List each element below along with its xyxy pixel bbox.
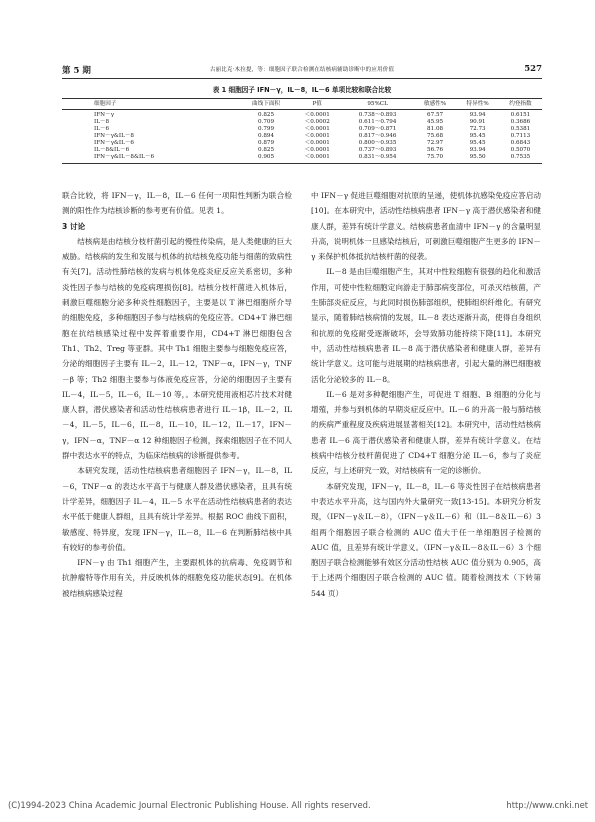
table-cell: IL－8 [94, 118, 110, 125]
table-cell: 0.7113 [510, 132, 531, 139]
table-title: 表 1 细胞因子 IFN－γ，IL－8，IL－6 单项比较和联合比较 [212, 86, 392, 94]
paragraph: 结核病是由结核分枝杆菌引起的慢性传染病，是人类健康的巨大威胁。结核病的发生和发展与机体的抗结核免疫功能与细菌的致病性有关[7]。活动性肺结核的发病与机体免疫炎症反应关系密切，多种炎性因子参与结核的免疫病理损伤[8]。结核分枝杆菌进入机体后，刺激巨噬细胞分泌多种炎性细胞因子，主要是以 T 淋巴细胞所介导的细胞免疫，多种细胞因子参与结核病的免疫应答。CD4+T 淋巴细胞在抗结核感染过程中发挥着重要作用，CD4+T 淋巴细胞包含 Th1、Th2、Treg 等亚群。其中 Th1 细胞主要参与细胞免疫应答，分泌的细胞因子主要有 IL－2，IL－12，TNF－α，IFN－γ，TNF－β 等；Th2 细胞主要参与体液免疫应答，分泌的细胞因子主要有 IL－4，IL－5，IL－6，IL－10 等，。本研究使用液相芯片技术对健康人群，潜伏感染者和活动性结核病患者进行 IL－1β，IL－2，IL－4，IL－5，IL－6，IL－8，IL－10，IL－12，IL－17，IFN－γ，IFN－α，TNF－α 12 种细胞因子检测，探索细胞因子在不同人群中表达水平的特点，为临床结核病的诊断提供参考。 [62, 236, 292, 461]
table-cell: 0.831～0.954 [341, 154, 413, 163]
table-row [62, 126, 542, 133]
table-cell: 0.905 [239, 154, 293, 163]
table-cell: 0.817～0.946 [358, 132, 397, 139]
table-cell: 90.91 [469, 118, 486, 125]
section-heading: 3 讨论 [62, 221, 86, 231]
paragraph: 本研究发现，活动性结核病患者细胞因子 IFN－γ，IL－8，IL－6，TNF－α 的表达水平高于与健康人群及潜伏感染者，且具有统计学差异，细胞因子 IL－4，IL－5 水平在活动性结核病患者的表达水平低于健康人群组，且具有统计学差异。根据 ROC 曲线下面积，敏感度、特异度，发现 IFN－γ，IL－8，IL－6 在判断肺结核中具有较好的参考价值。 [62, 466, 292, 552]
table-cell: 0.7535 [499, 154, 542, 163]
paragraph: IL－8 是由巨噬细胞产生，其对中性粒细胞有很强的趋化和激活作用，可使中性粒细胞定向游走于肺部病变部位，可杀灭结核菌，产生肺部炎症反应，与此同时损伤肺部组织，使肺组织纤维化。有研究显示，随着肺结核病情的发展，IL－8 表达逐渐升高，使得自身组织和抗原的免疫耐受逐渐破坏，会导致肺功能持续下降[11]。本研究中，活动性结核病患者 IL－8 高于潜伏感染者和健康人群，差异有统计学意义。这可能与进展期的结核病患者，引起大量的淋巴细胞被活化分泌较多的 IL－8。 [311, 267, 541, 384]
table-cell: IFN－γ [94, 111, 114, 118]
table-cell: 0.825 [258, 147, 275, 154]
table-cell: 0.879 [258, 139, 275, 146]
table-cell: 95.50 [456, 154, 499, 163]
table-cell: 95.45 [469, 139, 486, 146]
table-cell: 72.73 [469, 125, 486, 132]
table-cell: 0.738～0.893 [358, 111, 397, 118]
table-cell: ＜0.0001 [304, 139, 330, 146]
table-row [62, 119, 542, 126]
table-row [62, 147, 542, 154]
copyright-notice: (C)1994-2023 China Academic Journal Electronic Publishing House. All rights reserved. [8, 800, 371, 810]
table-row [62, 154, 542, 163]
table-cell: 95.45 [469, 132, 486, 139]
table-cell: 0.3686 [510, 118, 531, 125]
table-cell: 56.76 [427, 147, 444, 154]
table-cell: 75.70 [414, 154, 457, 163]
results-table-block [62, 84, 542, 164]
paragraph: IFN－γ 由 Th1 细胞产生，主要跟机体的抗病毒、免疫调节和抗肿瘤特等作用有关，并反映机体的细胞免疫功能状态[9]。在机体被结核病感染过程 [62, 558, 292, 598]
table-cell: ＜0.0001 [293, 154, 341, 163]
table-header-row [62, 99, 542, 110]
table-cell: IFN－γ&IL－8 [94, 132, 134, 139]
results-table [62, 98, 542, 164]
table-cell: 0.709～0.871 [358, 125, 397, 132]
table-cell: 0.800～0.935 [358, 139, 397, 146]
table-row [62, 133, 542, 140]
column-header: 95%CL [341, 99, 413, 110]
page-header [62, 64, 542, 78]
table-cell: IFN－γ&IL－6 [94, 139, 134, 146]
table-cell: ＜0.0002 [304, 118, 330, 125]
table-cell: 72.97 [427, 139, 444, 146]
table-cell: ＜0.0001 [304, 111, 330, 118]
table-cell: 0.709 [258, 118, 275, 125]
table-cell: 67.57 [427, 111, 444, 118]
table-cell: 93.94 [469, 147, 486, 154]
table-cell: 81.08 [427, 125, 444, 132]
paragraph: 中 IFN－γ 促进巨噬细胞对抗原的呈递，使机体抗感染免疫应答启动[10]。在本研究中，活动性结核病患者 IFN－γ 高于潜伏感染者和健康人群，差异有统计学意义。结核病患者血清中 IFN－γ 的含量明显升高，说明机体一旦感染结核后，可刺激巨噬细胞产生更多的 IFN－γ 来保护机体抵抗结核杆菌的侵袭。 [311, 191, 541, 262]
table-body [62, 110, 542, 164]
header-rule [62, 78, 542, 79]
table-cell: IFN－γ&IL－8&IL－6 [62, 154, 239, 163]
table-cell: 0.5070 [510, 147, 531, 154]
paragraph: IL－6 是对多种靶细胞产生，可促进 T 细胞、B 细胞的分化与增殖，并参与到机体的早期炎症反应中。IL－6 的升高一般与肺结核的疾病严重程度及疾病进展显著相关[12]。本研究中，活动性结核病患者 IL－6 高于潜伏感染者和健康人群，差异有统计学意义。在结核病中结核分枝杆菌促进了 CD4+T 细胞分泌 IL－6，参与了炎症反应，与上述研究一致，对结核病有一定的诊断价。 [311, 389, 541, 476]
table-cell: 0.5381 [510, 125, 531, 132]
table-cell: 0.6843 [510, 139, 531, 146]
table-cell: ＜0.0001 [304, 132, 330, 139]
right-text-column [311, 188, 541, 601]
left-text-column [62, 188, 292, 601]
column-header: P值 [293, 99, 341, 110]
column-header: 细胞因子 [62, 99, 239, 110]
publisher-url: http://www.cnki.net [506, 800, 588, 810]
column-header: 约登指数 [499, 99, 542, 110]
table-row [62, 110, 542, 119]
table-cell: 75.68 [427, 132, 444, 139]
table-cell: 0.737～0.893 [358, 147, 397, 154]
page-number: 527 [524, 64, 542, 74]
issue-label: 第 5 期 [62, 66, 91, 76]
table-cell: ＜0.0001 [304, 125, 330, 132]
table-cell: IL－6 [94, 125, 110, 132]
table-cell: ＜0.0001 [304, 147, 330, 154]
paragraph: 本研究发现，IFN－γ，IL－8，IL－6 等炎性因子在结核病患者中表达水平升高，这与国内外大量研究一致[13-15]。本研究分析发现，（IFN－γ＆IL－8），（IFN－γ＆IL－6）和（IL－8＆IL－6）3 组两个细胞因子联合检测的 AUC 值大于任一单细胞因子检测的 AUC 值，且差异有统计学意义。（IFN－γ＆IL－8＆IL－6）3 个细胞因子联合检测能够有效区分活动性结核 AUC 值分别为 0.905，高于上述两个细胞因子联合检测的 AUC 值。随着检测技术（下转第 544 页） [311, 481, 541, 598]
table-cell: 45.95 [427, 118, 444, 125]
column-header: 特异性% [456, 99, 499, 110]
table-cell: 0.799 [258, 125, 275, 132]
table-cell: 0.611～0.794 [358, 118, 397, 125]
table-cell: 0.6151 [510, 111, 531, 118]
table-cell: 0.894 [258, 132, 275, 139]
column-header: 曲线下面积 [239, 99, 293, 110]
running-title: 古丽比克·木拉提，等：细胞因子联合检测在结核病辅助诊断中的应用价值 [209, 67, 395, 73]
table-cell: 93.94 [469, 111, 486, 118]
table-cell: 0.825 [258, 111, 275, 118]
table-cell: IL－8&IL－6 [94, 147, 130, 154]
column-header: 敏感性% [414, 99, 457, 110]
table-row [62, 140, 542, 147]
paragraph: 联合比较，将 IFN－γ，IL－8，IL－6 任何一项阳性判断为联合检测的阳性作为结核诊断的参考更有价值。见表 1。 [62, 191, 292, 216]
